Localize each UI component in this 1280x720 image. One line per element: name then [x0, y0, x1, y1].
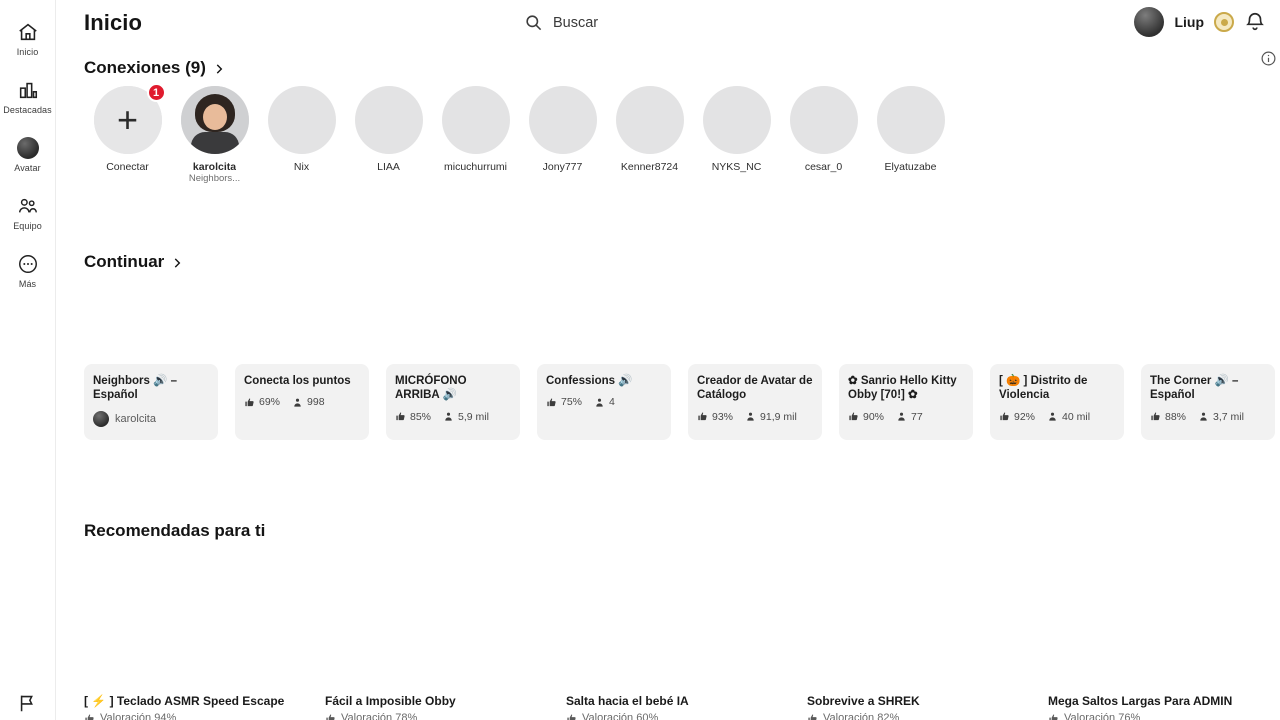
game-title: Fácil a Imposible Obby: [325, 694, 456, 708]
rating-value: 69%: [259, 396, 281, 409]
thumbs-up-icon: [999, 411, 1010, 422]
avatar-icon: [17, 137, 39, 159]
avatar: [181, 86, 249, 154]
person-icon: [745, 411, 756, 422]
rating-stat: [848, 411, 884, 423]
flag-icon: [17, 692, 39, 714]
recommended-header: Recomendadas para ti: [84, 521, 266, 540]
players-value: 3,7 mil: [1213, 410, 1244, 423]
rating-value: Valoración 76%: [1064, 712, 1141, 720]
recommended-strip: [84, 608, 1277, 720]
game-title: [ ⚡ ] Teclado ASMR Speed Escape: [84, 694, 285, 708]
left-sidebar: [0, 0, 56, 720]
players-stat: [896, 411, 923, 423]
players-stat: [1047, 411, 1090, 423]
game-thumbnail: [325, 608, 554, 688]
sidebar-label-destacadas: Destacadas: [3, 105, 52, 115]
game-owner[interactable]: [93, 411, 209, 427]
connection-label: NYKS_NC: [711, 161, 762, 173]
game-title: MICRÓFONO ARRIBA 🔊: [395, 375, 467, 402]
person-icon: [1047, 411, 1058, 422]
plus-icon: +: [94, 86, 162, 154]
connection-add-friend[interactable]: [84, 86, 171, 184]
game-title: ✿ Sanrio Hello Kitty Obby [70!] ✿: [848, 375, 957, 402]
recommended-card[interactable]: [1048, 608, 1277, 720]
chart-bars-icon: [17, 79, 39, 101]
connection-item[interactable]: [345, 86, 432, 184]
players-stat: [1198, 411, 1244, 423]
game-card[interactable]: [84, 364, 218, 440]
person-icon: [594, 397, 605, 408]
rating-stat: [1150, 411, 1186, 423]
players-value: 77: [911, 410, 923, 423]
sidebar-item-destacadas[interactable]: [0, 68, 56, 126]
rating-stat: [697, 411, 733, 423]
recommended-card[interactable]: [566, 608, 795, 720]
connection-sublabel: Neighbors...: [188, 173, 241, 184]
thumbs-up-icon: [697, 411, 708, 422]
connection-karolcita[interactable]: [171, 86, 258, 184]
connection-label: karolcita: [192, 161, 237, 173]
thumbs-up-icon: [848, 411, 859, 422]
game-thumbnail: [84, 608, 313, 688]
robux-coin-icon[interactable]: [1214, 12, 1234, 32]
game-card[interactable]: [688, 364, 822, 440]
rating-value: 88%: [1165, 410, 1187, 423]
connection-bubble: [616, 86, 684, 154]
rating-stat: [546, 396, 582, 408]
search-input[interactable]: [524, 13, 598, 32]
owner-avatar: [93, 411, 109, 427]
sidebar-label-equipo: Equipo: [13, 221, 42, 231]
connection-label: Jony777: [542, 161, 583, 173]
connection-bubble: [355, 86, 423, 154]
game-title: [ 🎃 ] Distrito de Violencia: [999, 375, 1088, 402]
top-right-cluster: [1134, 7, 1266, 37]
game-card[interactable]: [537, 364, 671, 440]
group-icon: [17, 195, 39, 217]
game-stats: [395, 411, 511, 423]
ellipsis-circle-icon: [17, 253, 39, 275]
add-friend-bubble: [94, 86, 162, 154]
game-stats: [999, 411, 1115, 423]
connection-bubble: [442, 86, 510, 154]
page-title: Inicio: [84, 10, 143, 35]
game-title: Mega Saltos Largas Para ADMIN: [1048, 694, 1233, 708]
home-icon: [17, 21, 39, 43]
game-stats: [697, 411, 813, 423]
rating-value: Valoración 82%: [823, 712, 900, 720]
game-title: Confessions 🔊: [546, 375, 633, 387]
game-title: Neighbors 🔊 – Español: [93, 375, 177, 402]
connection-item[interactable]: [867, 86, 954, 184]
game-stats: [1150, 411, 1266, 423]
recommended-card[interactable]: [84, 608, 313, 720]
game-title: Creador de Avatar de Catálogo: [697, 375, 813, 402]
players-stat: [292, 396, 325, 408]
continuar-card-strip: [84, 364, 1275, 440]
connection-label: micuchurrumi: [443, 161, 507, 173]
players-stat: [745, 411, 797, 423]
connection-label: Nix: [293, 161, 310, 173]
game-stats: [546, 396, 662, 408]
connection-item[interactable]: [519, 86, 606, 184]
connection-bubble: [790, 86, 858, 154]
rating-stat: [244, 396, 280, 408]
rating-value: 90%: [863, 410, 885, 423]
connection-label: Elyatuzabe: [884, 161, 937, 173]
connection-label: Kenner8724: [620, 161, 679, 173]
game-thumbnail: [1048, 608, 1277, 688]
sidebar-label-mas: Más: [18, 279, 37, 289]
connection-label: LIAA: [377, 161, 400, 173]
game-title: Sobrevive a SHREK: [807, 694, 920, 708]
continuar-title: Continuar: [84, 252, 165, 271]
connection-bubble: [877, 86, 945, 154]
sidebar-item-equipo[interactable]: [0, 184, 56, 242]
connection-item[interactable]: [258, 86, 345, 184]
thumbs-up-icon: [1150, 411, 1161, 422]
connection-bubble: [181, 86, 249, 154]
status-badge: 1: [147, 83, 166, 102]
players-value: 5,9 mil: [458, 410, 489, 423]
game-stats: [848, 411, 964, 423]
main-content: [56, 48, 1280, 720]
bell-icon[interactable]: [1244, 11, 1266, 33]
rating-value: Valoración 78%: [341, 712, 418, 720]
person-icon: [896, 411, 907, 422]
connection-item[interactable]: [693, 86, 780, 184]
person-icon: [292, 397, 303, 408]
recommended-card[interactable]: [325, 608, 554, 720]
connection-item[interactable]: [606, 86, 693, 184]
rating-value: Valoración 60%: [582, 712, 659, 720]
connection-bubble: [529, 86, 597, 154]
connection-label: cesar_0: [804, 161, 843, 173]
connections-title: Conexiones (9): [84, 58, 206, 77]
sidebar-bottom[interactable]: [0, 692, 56, 714]
players-value: 40 mil: [1062, 410, 1091, 423]
game-title: The Corner 🔊 – Español: [1150, 375, 1239, 402]
connection-label: Conectar: [106, 161, 149, 173]
recommended-card[interactable]: [807, 608, 1036, 720]
sidebar-item-avatar[interactable]: [0, 126, 56, 184]
owner-name: karolcita: [115, 412, 156, 425]
chevron-right-icon: [170, 255, 184, 269]
game-title: Salta hacia el bebé IA: [566, 694, 689, 708]
thumbs-up-icon: [244, 397, 255, 408]
connection-item[interactable]: [780, 86, 867, 184]
sidebar-label-inicio: Inicio: [16, 47, 39, 57]
avatar[interactable]: [1134, 7, 1164, 37]
rating-stat: [999, 411, 1035, 423]
rating-value: Valoración 94%: [100, 712, 177, 720]
game-stats: [244, 396, 360, 408]
person-icon: [1198, 411, 1209, 422]
game-card[interactable]: [1141, 364, 1275, 440]
game-thumbnail: [807, 608, 1036, 688]
thumbs-up-icon: [395, 411, 406, 422]
sidebar-item-inicio[interactable]: [0, 10, 56, 68]
rating-value: 93%: [712, 410, 734, 423]
search-icon: [524, 13, 543, 32]
connection-bubble: [268, 86, 336, 154]
players-stat: [594, 396, 615, 408]
chevron-right-icon: [212, 61, 226, 75]
connection-bubble: [703, 86, 771, 154]
continuar-header[interactable]: [84, 252, 184, 272]
players-stat: [443, 411, 489, 423]
game-thumbnail: [566, 608, 795, 688]
rating-value: 85%: [410, 410, 432, 423]
players-value: 4: [609, 396, 615, 409]
connection-item[interactable]: [432, 86, 519, 184]
game-title: Conecta los puntos: [244, 375, 351, 387]
players-value: 91,9 mil: [760, 410, 797, 423]
game-card[interactable]: [235, 364, 369, 440]
sidebar-label-avatar: Avatar: [14, 163, 41, 173]
game-card[interactable]: [990, 364, 1124, 440]
sidebar-item-mas[interactable]: [0, 242, 56, 300]
rating-value: 75%: [561, 396, 583, 409]
game-card[interactable]: [839, 364, 973, 440]
thumbs-up-icon: [546, 397, 557, 408]
horizontal-scrollbar[interactable]: [56, 715, 1280, 720]
search-placeholder: Buscar: [553, 14, 599, 31]
rating-value: 92%: [1014, 410, 1036, 423]
connections-header[interactable]: [84, 58, 226, 78]
top-bar: [56, 0, 1280, 48]
connections-row: [84, 86, 954, 184]
user-name[interactable]: Liup: [1174, 14, 1204, 30]
rating-stat: [395, 411, 431, 423]
game-card[interactable]: [386, 364, 520, 440]
person-icon: [443, 411, 454, 422]
players-value: 998: [307, 396, 325, 409]
